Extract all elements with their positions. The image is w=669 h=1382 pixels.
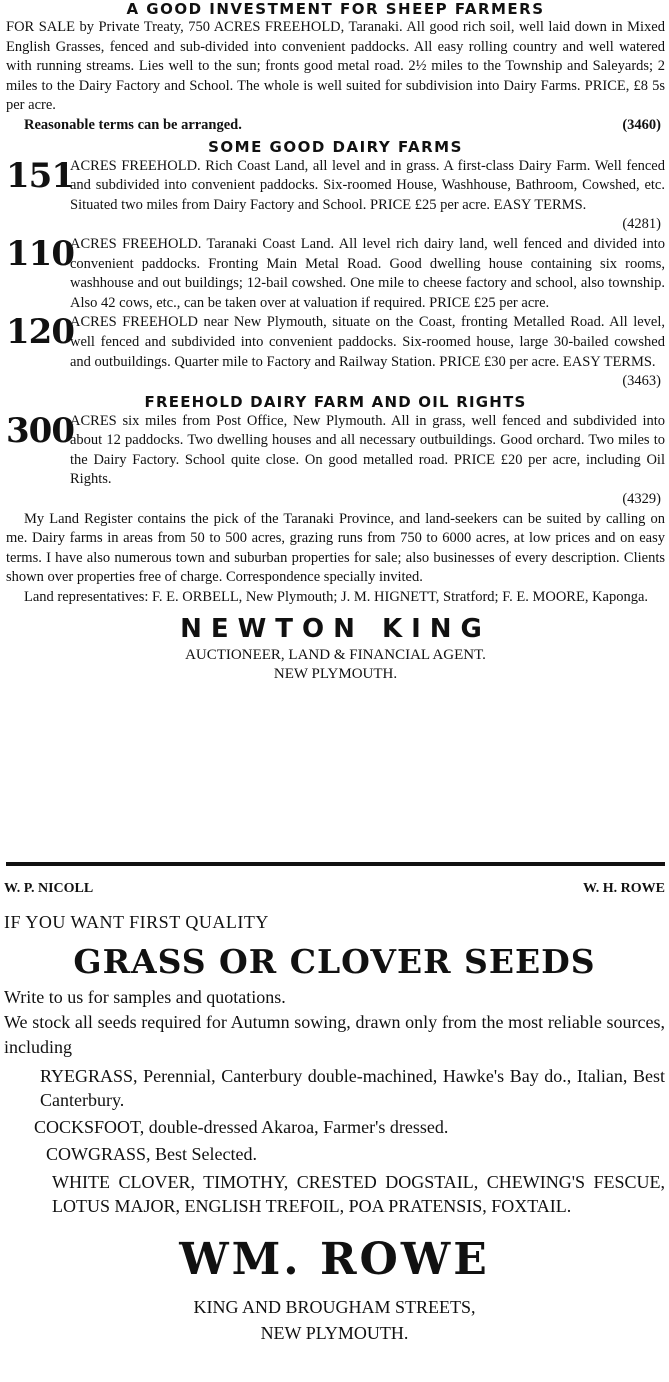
lot-300-text: ACRES six miles from Post Office, New Plymouth. All in grass, well fenced and subdivided into about 12 paddocks. Two dwelling houses and all necessary outbuildings. Good orchard. Two miles to the Dairy Factory. School quite close. On good metalled road. PRICE £20 per acre, including Oil Rights. — [70, 412, 665, 488]
intro-footer — [6, 116, 665, 136]
land-register-paragraph: My Land Register contains the pick of the Taranaki Province, and land-seekers can be suited by calling on me. Dairy farms in areas from 50 to 500 acres, grazing runs from 750 to 6000 acres, at low prices and on easy terms. I have also numerous town and suburban properties for sale; also businesses of every description. Clients shown over properties free of charge. Correspondence specially invited. — [6, 510, 665, 586]
intro-ref: (3460) — [622, 116, 661, 133]
seed-list — [4, 1064, 665, 1218]
lot-120 — [6, 313, 665, 372]
samples-line: Write to us for samples and quotations. — [4, 987, 286, 1007]
seed-item-clover-etc: WHITE CLOVER, TIMOTHY, CRESTED DOGSTAIL, CHEWING'S FESCUE, LOTUS MAJOR, ENGLISH TREFOIL, POA PRATENSIS, FOXTAIL. — [52, 1172, 665, 1216]
investment-heading: A GOOD INVESTMENT FOR SHEEP FARMERS — [126, 0, 545, 18]
lot-110 — [6, 235, 665, 313]
lot-300-number: 300 — [6, 410, 74, 451]
lot-300-ref: (4329) — [622, 491, 661, 508]
agent-town: NEW PLYMOUTH. — [273, 665, 398, 682]
partner-names — [4, 880, 665, 898]
lot-151-text: ACRES FREEHOLD. Rich Coast Land, all level and in grass. A first-class Dairy Farm. Well fenced and subdivided into convenient paddocks. Six-roomed House, Washhouse, Bathroom, Cowshed, etc. Situated two miles from Dairy Factory and School. PRICE £25 per acre. EASY TERMS. — [70, 157, 665, 213]
lot-151-ref: (4281) — [622, 216, 661, 233]
firm-address-town: NEW PLYMOUTH. — [260, 1323, 409, 1343]
seed-item-cocksfoot: COCKSFOOT, double-dressed Akaroa, Farmer's dressed. — [34, 1117, 449, 1137]
seed-item-ryegrass: RYEGRASS, Perennial, Canterbury double-machined, Hawke's Bay do., Italian, Best Canterbury. — [40, 1066, 665, 1110]
agent-title: AUCTIONEER, LAND & FINANCIAL AGENT. — [185, 646, 486, 663]
partner-right: W. H. ROWE — [583, 881, 665, 896]
intro-paragraph: FOR SALE by Private Treaty, 750 ACRES FREEHOLD, Taranaki. All good rich soil, well laid down in Mixed English Grasses, fenced and sub-divided into convenient paddocks. All easy rolling country and well watered with running streams. Lies well to the sun; fronts good metal road. 2½ miles to the Township and Saleyards; 2 miles to the Dairy Factory and School. The whole is well suited for subdivision into Dairy Farms. PRICE, £8 5s per acre. — [6, 19, 665, 114]
lot-120-ref: (3463) — [622, 373, 661, 390]
agent-name: NEWTON KING — [180, 613, 491, 644]
lot-120-number: 120 — [6, 312, 74, 353]
dairy-farms-heading: SOME GOOD DAIRY FARMS — [208, 137, 463, 156]
advert-divider — [6, 862, 665, 866]
seeds-headline: GRASS OR CLOVER SEEDS — [73, 942, 596, 981]
oil-rights-heading: FREEHOLD DAIRY FARM AND OIL RIGHTS — [144, 392, 527, 411]
rowe-seeds-advertisement — [4, 880, 665, 1346]
lead-line: IF YOU WANT FIRST QUALITY — [4, 912, 269, 932]
lot-151-number: 151 — [6, 155, 74, 196]
newton-king-advertisement — [6, 0, 665, 684]
firm-name: WM. ROWE — [179, 1234, 490, 1285]
partner-left: W. P. NICOLL — [4, 881, 94, 896]
land-representatives: Land representatives: F. E. ORBELL, New Plymouth; J. M. HIGNETT, Stratford; F. E. MOORE, Kaponga. — [24, 589, 649, 606]
lot-300 — [6, 412, 665, 490]
lot-110-text: ACRES FREEHOLD. Taranaki Coast Land. All level rich dairy land, well fenced and divided into convenient paddocks. Fronting Main Metal Road. Good dwelling house containing six rooms, washhouse and out buildings; 12-bail cowshed. One mile to cheese factory and school, also township. Also 42 cows, etc., can be taken over at valuation if required. PRICE £25 per acre. — [70, 235, 665, 311]
firm-address-street: KING AND BROUGHAM STREETS, — [193, 1297, 476, 1317]
seed-item-cowgrass: COWGRASS, Best Selected. — [46, 1144, 257, 1164]
lot-110-number: 110 — [6, 233, 74, 274]
lot-120-text: ACRES FREEHOLD near New Plymouth, situate on the Coast, fronting Metalled Road. All level, well fenced and subdivided into convenient paddocks. Six-roomed house, large 30-bailed cowshed and outbuildings. Quarter mile to Factory and Railway Station. PRICE £30 per acre. EASY TERMS. — [70, 314, 665, 370]
intro-terms: Reasonable terms can be arranged. — [24, 116, 242, 133]
stock-line: We stock all seeds required for Autumn sowing, drawn only from the most reliable sources, including — [4, 1012, 665, 1057]
lot-151 — [6, 157, 665, 216]
